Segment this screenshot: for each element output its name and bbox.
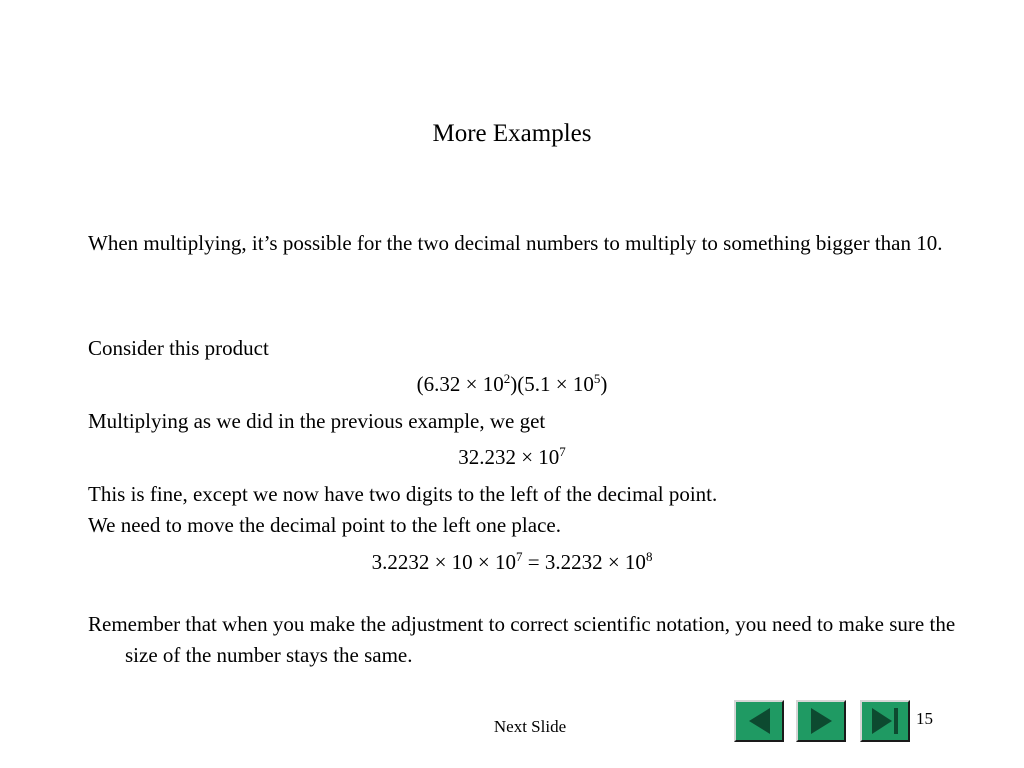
expr2-part1: 32.232 × 10 [458,445,560,469]
expr1-part2: )(5.1 × 10 [510,372,594,396]
expr3-part1: 3.2232 × 10 × 10 [371,550,516,574]
multiplying-text: Multiplying as we did in the previous example, we get [88,409,546,433]
expr3-exponent1: 7 [516,549,523,564]
expr3-part2: = 3.2232 × 10 [522,550,646,574]
last-icon [862,702,908,740]
expr1-exponent1: 2 [503,371,511,386]
expr1-part1: (6.32 × 10 [416,372,504,396]
expr2-exponent1: 7 [559,444,566,459]
page-number: 15 [916,709,933,728]
remember-paragraph: Remember that when you make the adjustment to correct scientific notation, you need to make sure the size of the number stays the same. [88,612,956,667]
expr1-exponent2: 5 [593,371,601,386]
consider-text: Consider this product [88,336,269,360]
intro-paragraph: When multiplying, it’s possible for the two decimal numbers to multiply to something bigger than 10. [88,231,943,255]
move-decimal-text: We need to move the decimal point to the left one place. [88,513,561,537]
result-expression [0,442,1024,473]
fine-text: This is fine, except we now have two digits to the left of the decimal point. [88,482,718,506]
previous-slide-button[interactable] [734,700,784,742]
product-expression [0,369,1024,400]
last-slide-button[interactable] [860,700,910,742]
previous-icon [736,702,782,740]
expr3-exponent2: 8 [645,549,653,564]
next-icon [798,702,844,740]
adjusted-expression [0,547,1024,578]
expr1-part3: ) [600,372,608,396]
next-slide-button[interactable] [796,700,846,742]
next-slide-link[interactable]: Next Slide [493,717,567,736]
slide-title: More Examples [432,120,592,147]
